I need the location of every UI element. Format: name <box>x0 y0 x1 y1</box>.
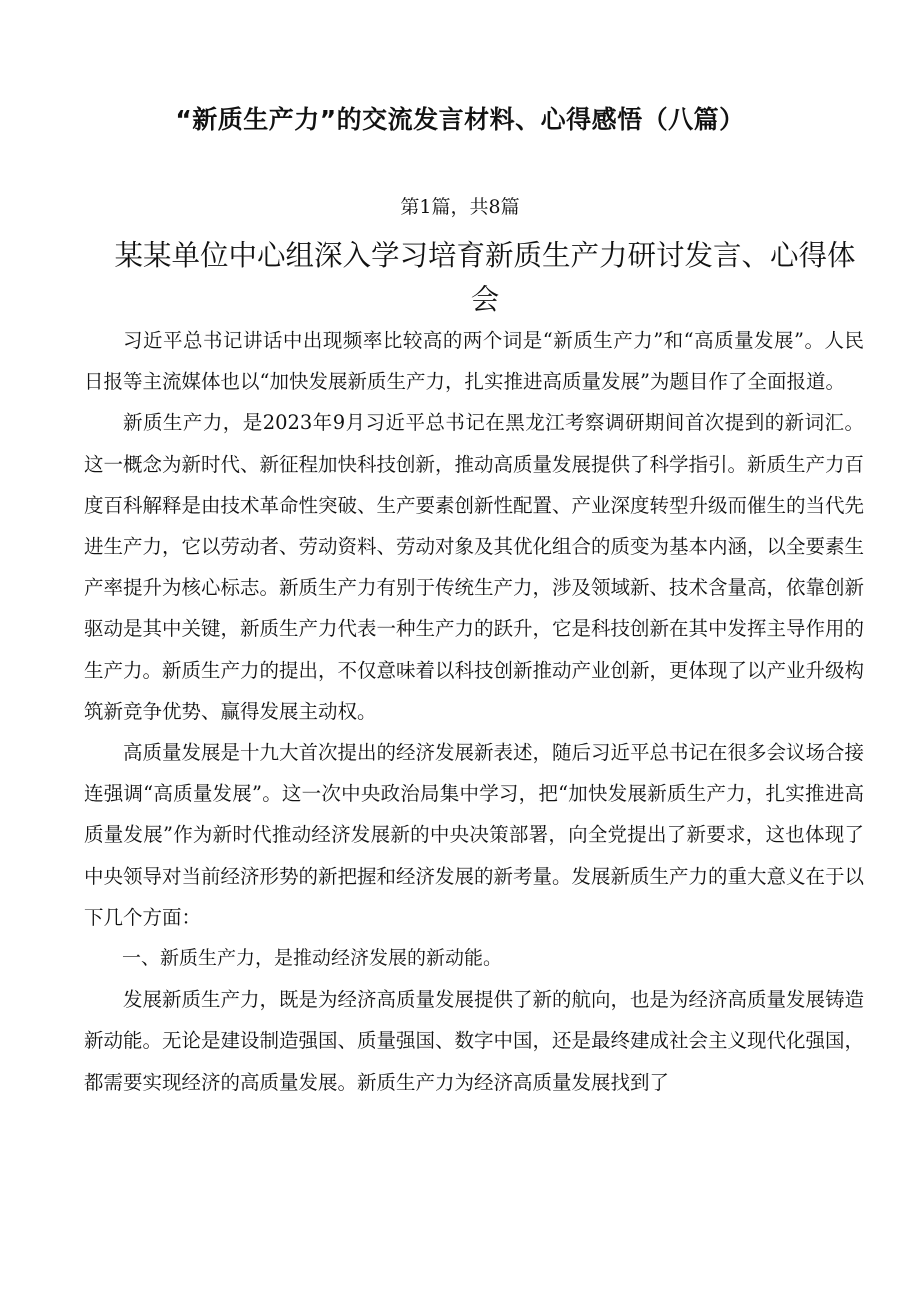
paragraph: 习近平总书记讲话中出现频率比较高的两个词是“新质生产力”和“高质量发展”。人民日报等主流媒体也以“加快发展新质生产力，扎实推进高质量发展”为题目作了全面报道。 <box>84 329 864 394</box>
paragraph: 发展新质生产力，既是为经济高质量发展提供了新的航向，也是为经济高质量发展铸造新动能。无论是建设制造强国、质量强国、数字中国，还是最终建成社会主义现代化强国，都需要实现经济的高质量发展。新质生产力为经济高质量发展找到了 <box>84 988 865 1094</box>
article-body <box>84 320 864 1103</box>
document-title: “新质生产力”的交流发言材料、心得感悟（八篇） <box>175 105 745 134</box>
section-heading: 一、新质生产力，是推动经济发展的新动能。 <box>122 947 503 970</box>
paragraph: 新质生产力，是2023年9月习近平总书记在黑龙江考察调研期间首次提到的新词汇。这一概念为新时代、新征程加快科技创新，推动高质量发展提供了科学指引。新质生产力百度百科解释是由技术革命性突破、生产要素创新性配置、产业深度转型升级而催生的当代先进生产力，它以劳动者、劳动资料、劳动对象及其优化组合的质变为基本内涵，以全要素生产率提升为核心标志。新质生产力有别于传统生产力，涉及领域新、技术含量高，依靠创新驱动是其中关键，新质生产力代表一种生产力的跃升，它是科技创新在其中发挥主导作用的生产力。新质生产力的提出，不仅意味着以科技创新推动产业创新，更体现了以产业升级构筑新竞争优势、赢得发展主动权。 <box>84 411 865 723</box>
article-title: 某某单位中心组深入学习培育新质生产力研讨发言、心得体会 <box>114 239 856 316</box>
paragraph: 高质量发展是十九大首次提出的经济发展新表述，随后习近平总书记在很多会议场合接连强调“高质量发展”。这一次中央政治局集中学习，把“加快发展新质生产力，扎实推进高质量发展”作为新时代推动经济发展新的中央决策部署，向全党提出了新要求，这也体现了中央领导对当前经济形势的新把握和经济发展的新考量。发展新质生产力的重大意义在于以下几个方面： <box>84 741 865 929</box>
part-indicator: 第1篇，共8篇 <box>400 196 520 218</box>
